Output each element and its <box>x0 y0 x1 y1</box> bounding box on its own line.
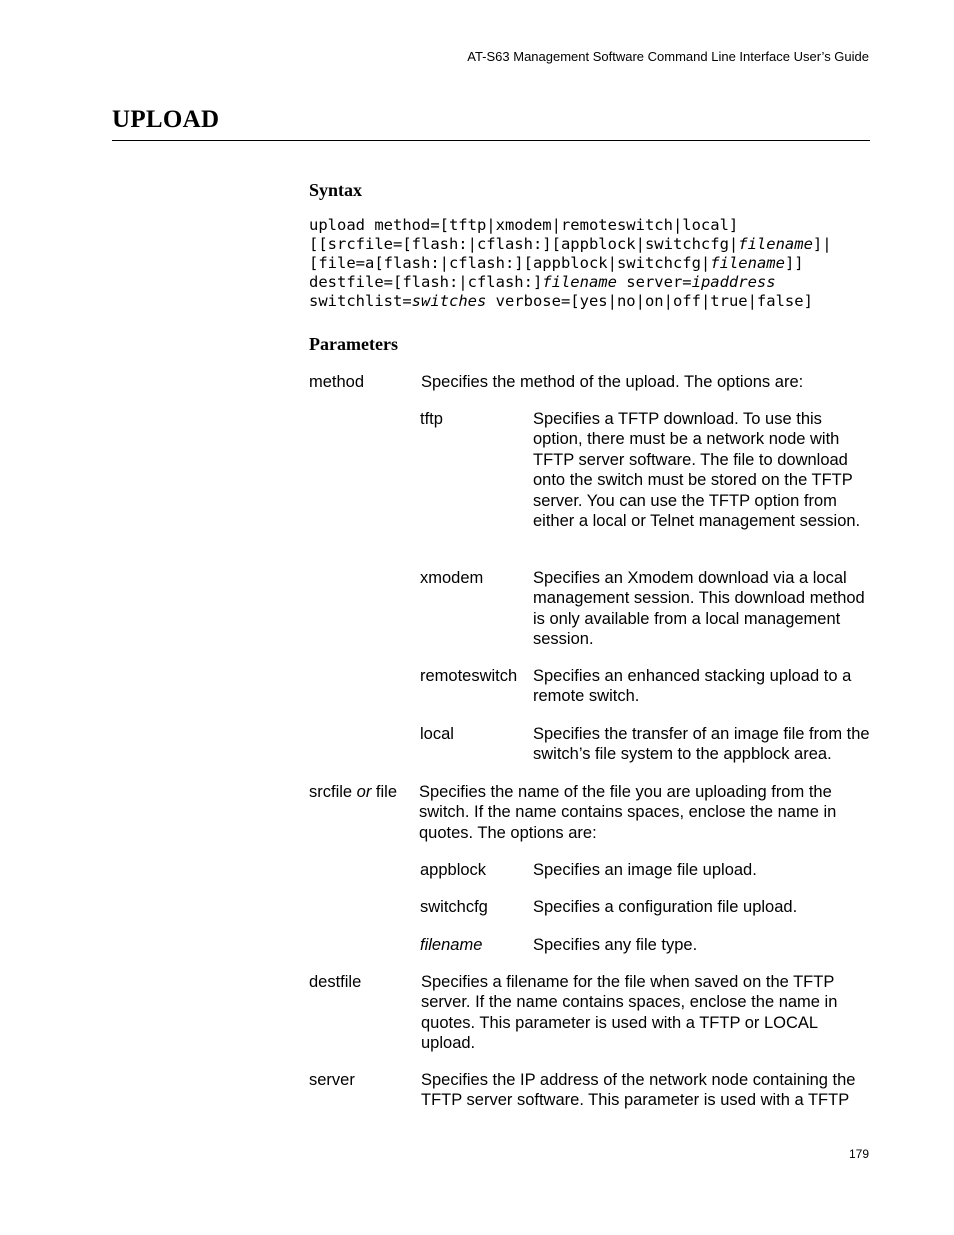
option-name: filename <box>420 936 483 954</box>
syntax-line: verbose=[yes|no|on|off|true|false] <box>486 292 813 310</box>
term-or: or <box>356 783 372 801</box>
syntax-line: destfile=[flash:|cflash:] <box>309 273 543 291</box>
param-desc-destfile: Specifies a filename for the file when saved on the TFTP server. If the name contains spaces, enclose the name in quotes. This parameter is used with a TFTP or LOCAL upload. <box>421 973 838 1053</box>
syntax-placeholder: ipaddress <box>691 273 776 291</box>
option-desc: Specifies any file type. <box>533 936 698 954</box>
syntax-placeholder: filename <box>710 254 785 272</box>
syntax-line: [file=a[flash:|cflash:][appblock|switchcfg| <box>309 254 711 272</box>
syntax-line: ]| <box>812 235 832 253</box>
parameters-heading: Parameters <box>309 334 398 354</box>
param-desc-srcfile: Specifies the name of the file you are uploading from the switch. If the name contains spaces, enclose the name in quotes. The options are: <box>419 783 837 842</box>
option-name: xmodem <box>420 569 484 587</box>
syntax-line: switchlist= <box>309 292 412 310</box>
param-term-server: server <box>309 1071 355 1089</box>
page-number: 179 <box>848 1147 869 1161</box>
title-rule <box>112 140 870 141</box>
option-desc: Specifies the transfer of an image file from the switch’s file system to the appblock area. <box>533 725 870 764</box>
syntax-line: server= <box>616 273 692 291</box>
syntax-heading: Syntax <box>309 180 363 200</box>
option-name: remoteswitch <box>420 667 518 685</box>
param-desc-server: Specifies the IP address of the network node containing the TFTP server software. This parameter is used with a TFTP <box>421 1071 856 1110</box>
option-desc: Specifies an Xmodem download via a local management session. This download method is only available from a local management session. <box>533 569 865 649</box>
param-desc-method: Specifies the method of the upload. The options are: <box>421 373 804 391</box>
syntax-line: upload method=[tftp|xmodem|remoteswitch|local] <box>309 216 739 234</box>
term-part: file <box>371 783 398 801</box>
syntax-line: [[srcfile=[flash:|cflash:][appblock|switchcfg| <box>309 235 739 253</box>
param-term-srcfile <box>309 782 397 802</box>
option-desc: Specifies a configuration file upload. <box>533 898 798 916</box>
option-name: tftp <box>420 410 443 428</box>
param-term-destfile: destfile <box>309 973 362 991</box>
option-desc: Specifies a TFTP download. To use this option, there must be a network node with TFTP server software. The file to download onto the switch must be stored on the TFTP server. You can use the TFTP option from either a local or Telnet management session. <box>533 410 861 531</box>
syntax-block <box>309 216 832 311</box>
term-part: srcfile <box>309 783 357 801</box>
syntax-placeholder: filename <box>738 235 813 253</box>
syntax-placeholder: filename <box>542 273 617 291</box>
syntax-placeholder: switches <box>411 292 487 310</box>
page-title: UPLOAD <box>112 106 220 133</box>
param-term-method: method <box>309 373 365 391</box>
option-name: local <box>420 725 454 743</box>
option-desc: Specifies an enhanced stacking upload to a remote switch. <box>533 667 852 706</box>
option-name: appblock <box>420 861 487 879</box>
option-name: switchcfg <box>420 898 488 916</box>
running-header: AT-S63 Management Software Command Line Interface User’s Guide <box>467 49 869 64</box>
option-desc: Specifies an image file upload. <box>533 861 757 879</box>
syntax-line: ]] <box>784 254 804 272</box>
